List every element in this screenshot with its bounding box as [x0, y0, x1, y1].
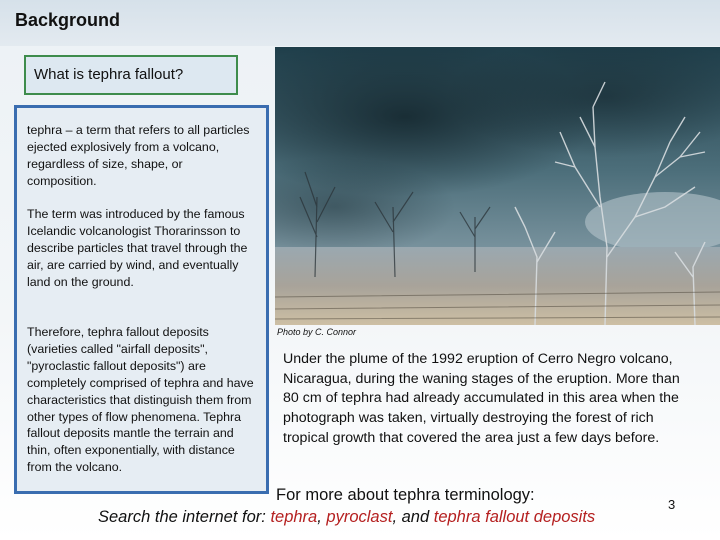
photo-credit: Photo by C. Connor [277, 327, 357, 337]
search-term-pyroclast[interactable]: pyroclast [326, 508, 393, 526]
question-box [24, 55, 238, 95]
definition-paragraph-deposits: Therefore, tephra fallout deposits (varieties called "airfall deposits", "pyroclastic fallout deposits") are completely comprised of tephra and have characteristics that distinguish them from other types of flow phenomena. Tephra fallout deposits mantle the terrain and thin, often exponentially, with distance from the volcano. [27, 325, 254, 475]
page-number: 3 [668, 497, 676, 512]
definition-paragraph-thorarinsson: The term was introduced by the famous Icelandic volcanologist Thorarinsson to describe particles that travel through the air, are carried by wind, and eventually land on the ground. [27, 207, 248, 289]
definition-paragraph-tephra: tephra – a term that refers to all particles ejected explosively from a volcano, regardless of size, shape, or composition. [27, 123, 250, 188]
question-text: What is tephra fallout? [34, 66, 184, 83]
search-prefix: Search the internet for: [98, 508, 271, 526]
search-separator: , [317, 508, 327, 526]
definition-box [14, 105, 269, 494]
page-title: Background [15, 10, 121, 30]
search-suggestion [98, 508, 595, 527]
search-term-tephra-fallout-deposits[interactable]: tephra fallout deposits [433, 508, 596, 526]
eruption-photo [275, 47, 720, 325]
search-separator: , and [392, 508, 434, 526]
header-bar [0, 0, 720, 46]
more-info-text: For more about tephra terminology: [276, 486, 535, 504]
photo-caption: Under the plume of the 1992 eruption of Cerro Negro volcano, Nicaragua, during the waning stages of the eruption. More than 80 cm of tephra had already accumulated in this area when the photograph was taken, virtually destroying the forest of rich tropical growth that covered the area just a few days before. [283, 351, 680, 446]
search-term-tephra[interactable]: tephra [270, 508, 318, 526]
